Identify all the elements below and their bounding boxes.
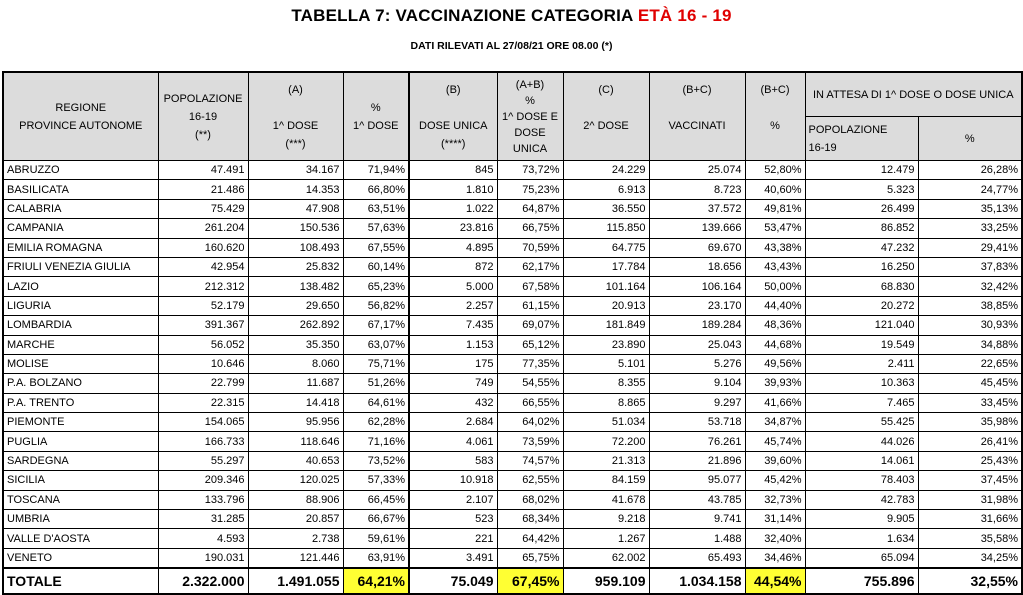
cell-dose-unica: 583 [409, 451, 497, 470]
cell-pct-vaccinati: 39,93% [745, 374, 805, 393]
cell-in-attesa-pop: 78.403 [805, 471, 918, 490]
cell-vaccinati: 53.718 [649, 413, 745, 432]
table-row [3, 316, 1022, 335]
cell-pct-vaccinati: 45,42% [745, 471, 805, 490]
cell-pct-prima-dose: 63,91% [343, 548, 409, 568]
cell-popolazione: 47.491 [158, 161, 248, 180]
cell-dose-unica: 175 [409, 354, 497, 373]
cell-dose-unica: 2.107 [409, 490, 497, 509]
cell-popolazione: 55.297 [158, 451, 248, 470]
cell-pct-prima-o-unica: 61,15% [497, 296, 563, 315]
cell-seconda-dose: 101.164 [563, 277, 649, 296]
cell-regione: VALLE D'AOSTA [3, 529, 158, 548]
cell-pct-prima-dose: 66,45% [343, 490, 409, 509]
cell-pct-prima-dose: 60,14% [343, 257, 409, 276]
cell-in-attesa-pct: 34,25% [918, 548, 1022, 568]
cell-vaccinati: 23.170 [649, 296, 745, 315]
cell-pct-vaccinati: 32,40% [745, 529, 805, 548]
cell-in-attesa-pct: 33,25% [918, 219, 1022, 238]
cell-pct-prima-dose: 64,61% [343, 393, 409, 412]
cell-regione: LOMBARDIA [3, 316, 158, 335]
cell-pct-prima-dose: 63,07% [343, 335, 409, 354]
cell-in-attesa-pop: 47.232 [805, 238, 918, 257]
cell-dose-unica: 1.022 [409, 199, 497, 218]
cell-seconda-dose: 72.200 [563, 432, 649, 451]
cell-vaccinati: 25.074 [649, 161, 745, 180]
total-pct-prima-o-unica: 67,45% [497, 568, 563, 594]
header-in-attesa-pct: % [918, 117, 1022, 161]
cell-regione: UMBRIA [3, 510, 158, 529]
header-pct-prima-o-unica: (A+B) % 1^ DOSE E DOSE UNICA [497, 72, 563, 161]
cell-popolazione: 42.954 [158, 257, 248, 276]
cell-prima-dose: 35.350 [248, 335, 343, 354]
cell-pct-vaccinati: 49,81% [745, 199, 805, 218]
header-seconda-dose: (C) 2^ DOSE [563, 72, 649, 161]
cell-seconda-dose: 6.913 [563, 180, 649, 199]
cell-pct-prima-o-unica: 62,55% [497, 471, 563, 490]
table-row [3, 277, 1022, 296]
cell-regione: ABRUZZO [3, 161, 158, 180]
cell-in-attesa-pct: 29,41% [918, 238, 1022, 257]
total-row [3, 568, 1022, 594]
cell-in-attesa-pop: 10.363 [805, 374, 918, 393]
cell-vaccinati: 21.896 [649, 451, 745, 470]
table-row [3, 335, 1022, 354]
cell-prima-dose: 25.832 [248, 257, 343, 276]
cell-pct-prima-dose: 63,51% [343, 199, 409, 218]
cell-vaccinati: 8.723 [649, 180, 745, 199]
cell-pct-vaccinati: 43,38% [745, 238, 805, 257]
cell-popolazione: 261.204 [158, 219, 248, 238]
cell-pct-vaccinati: 43,43% [745, 257, 805, 276]
cell-seconda-dose: 84.159 [563, 471, 649, 490]
cell-pct-vaccinati: 50,00% [745, 277, 805, 296]
total-pct-vaccinati: 44,54% [745, 568, 805, 594]
table-row [3, 529, 1022, 548]
cell-popolazione: 209.346 [158, 471, 248, 490]
header-in-attesa: IN ATTESA DI 1^ DOSE O DOSE UNICA [805, 72, 1022, 117]
cell-seconda-dose: 115.850 [563, 219, 649, 238]
cell-dose-unica: 432 [409, 393, 497, 412]
cell-pct-prima-o-unica: 74,57% [497, 451, 563, 470]
cell-popolazione: 75.429 [158, 199, 248, 218]
title-age-range: ETÀ 16 - 19 [637, 6, 732, 25]
cell-in-attesa-pop: 12.479 [805, 161, 918, 180]
cell-in-attesa-pct: 35,58% [918, 529, 1022, 548]
cell-in-attesa-pop: 2.411 [805, 354, 918, 373]
cell-vaccinati: 37.572 [649, 199, 745, 218]
cell-seconda-dose: 51.034 [563, 413, 649, 432]
cell-dose-unica: 4.061 [409, 432, 497, 451]
cell-in-attesa-pct: 26,28% [918, 161, 1022, 180]
cell-in-attesa-pct: 33,45% [918, 393, 1022, 412]
cell-pct-prima-o-unica: 69,07% [497, 316, 563, 335]
cell-regione: TOSCANA [3, 490, 158, 509]
cell-popolazione: 154.065 [158, 413, 248, 432]
cell-in-attesa-pop: 65.094 [805, 548, 918, 568]
cell-vaccinati: 139.666 [649, 219, 745, 238]
cell-vaccinati: 9.297 [649, 393, 745, 412]
cell-regione: SARDEGNA [3, 451, 158, 470]
cell-pct-prima-o-unica: 65,12% [497, 335, 563, 354]
table-row [3, 161, 1022, 180]
cell-prima-dose: 14.418 [248, 393, 343, 412]
cell-in-attesa-pct: 30,93% [918, 316, 1022, 335]
cell-popolazione: 391.367 [158, 316, 248, 335]
cell-prima-dose: 47.908 [248, 199, 343, 218]
cell-seconda-dose: 20.913 [563, 296, 649, 315]
cell-pct-vaccinati: 34,87% [745, 413, 805, 432]
cell-seconda-dose: 64.775 [563, 238, 649, 257]
cell-pct-prima-dose: 67,17% [343, 316, 409, 335]
cell-vaccinati: 9.741 [649, 510, 745, 529]
cell-pct-prima-dose: 67,55% [343, 238, 409, 257]
header-vaccinati: (B+C) VACCINATI [649, 72, 745, 161]
total-dose-unica: 75.049 [409, 568, 497, 594]
cell-in-attesa-pct: 25,43% [918, 451, 1022, 470]
table-title: TABELLA 7: VACCINAZIONE CATEGORIA ETÀ 16 - 19 [291, 6, 732, 25]
cell-in-attesa-pop: 7.465 [805, 393, 918, 412]
cell-seconda-dose: 1.267 [563, 529, 649, 548]
cell-in-attesa-pct: 26,41% [918, 432, 1022, 451]
cell-dose-unica: 2.684 [409, 413, 497, 432]
cell-prima-dose: 120.025 [248, 471, 343, 490]
cell-pct-prima-o-unica: 65,75% [497, 548, 563, 568]
cell-popolazione: 10.646 [158, 354, 248, 373]
cell-prima-dose: 11.687 [248, 374, 343, 393]
cell-prima-dose: 95.956 [248, 413, 343, 432]
table-row [3, 199, 1022, 218]
cell-pct-vaccinati: 49,56% [745, 354, 805, 373]
cell-in-attesa-pct: 22,65% [918, 354, 1022, 373]
table-row [3, 180, 1022, 199]
cell-dose-unica: 845 [409, 161, 497, 180]
cell-vaccinati: 106.164 [649, 277, 745, 296]
vaccination-table [2, 71, 1023, 595]
cell-pct-vaccinati: 44,40% [745, 296, 805, 315]
cell-seconda-dose: 36.550 [563, 199, 649, 218]
cell-pct-vaccinati: 31,14% [745, 510, 805, 529]
cell-in-attesa-pct: 45,45% [918, 374, 1022, 393]
cell-popolazione: 22.315 [158, 393, 248, 412]
cell-pct-prima-dose: 73,52% [343, 451, 409, 470]
cell-in-attesa-pct: 37,83% [918, 257, 1022, 276]
cell-popolazione: 56.052 [158, 335, 248, 354]
cell-vaccinati: 69.670 [649, 238, 745, 257]
cell-seconda-dose: 8.865 [563, 393, 649, 412]
cell-in-attesa-pop: 1.634 [805, 529, 918, 548]
cell-in-attesa-pop: 42.783 [805, 490, 918, 509]
cell-regione: CALABRIA [3, 199, 158, 218]
cell-in-attesa-pop: 16.250 [805, 257, 918, 276]
cell-in-attesa-pct: 37,45% [918, 471, 1022, 490]
cell-pct-vaccinati: 45,74% [745, 432, 805, 451]
cell-pct-prima-dose: 57,33% [343, 471, 409, 490]
cell-pct-prima-dose: 66,80% [343, 180, 409, 199]
cell-in-attesa-pop: 19.549 [805, 335, 918, 354]
cell-pct-prima-o-unica: 68,34% [497, 510, 563, 529]
cell-vaccinati: 95.077 [649, 471, 745, 490]
cell-dose-unica: 2.257 [409, 296, 497, 315]
cell-prima-dose: 40.653 [248, 451, 343, 470]
table-row [3, 219, 1022, 238]
cell-pct-prima-o-unica: 68,02% [497, 490, 563, 509]
cell-pct-prima-dose: 62,28% [343, 413, 409, 432]
cell-pct-vaccinati: 52,80% [745, 161, 805, 180]
cell-pct-prima-o-unica: 64,87% [497, 199, 563, 218]
cell-popolazione: 133.796 [158, 490, 248, 509]
total-seconda-dose: 959.109 [563, 568, 649, 594]
cell-pct-prima-dose: 65,23% [343, 277, 409, 296]
header-prima-dose: (A) 1^ DOSE (***) [248, 72, 343, 161]
header-popolazione: POPOLAZIONE 16-19 (**) [158, 72, 248, 161]
header-dose-unica: (B) DOSE UNICA (****) [409, 72, 497, 161]
cell-vaccinati: 1.488 [649, 529, 745, 548]
cell-vaccinati: 43.785 [649, 490, 745, 509]
cell-pct-vaccinati: 32,73% [745, 490, 805, 509]
cell-in-attesa-pct: 38,85% [918, 296, 1022, 315]
cell-dose-unica: 5.000 [409, 277, 497, 296]
cell-pct-vaccinati: 53,47% [745, 219, 805, 238]
cell-regione: PUGLIA [3, 432, 158, 451]
cell-seconda-dose: 5.101 [563, 354, 649, 373]
cell-vaccinati: 18.656 [649, 257, 745, 276]
cell-popolazione: 4.593 [158, 529, 248, 548]
cell-dose-unica: 221 [409, 529, 497, 548]
cell-in-attesa-pct: 34,88% [918, 335, 1022, 354]
cell-dose-unica: 749 [409, 374, 497, 393]
cell-seconda-dose: 17.784 [563, 257, 649, 276]
cell-regione: P.A. TRENTO [3, 393, 158, 412]
cell-pct-prima-o-unica: 73,72% [497, 161, 563, 180]
total-in-attesa-pct: 32,55% [918, 568, 1022, 594]
cell-in-attesa-pop: 121.040 [805, 316, 918, 335]
cell-regione: EMILIA ROMAGNA [3, 238, 158, 257]
cell-dose-unica: 10.918 [409, 471, 497, 490]
cell-seconda-dose: 23.890 [563, 335, 649, 354]
table-row [3, 490, 1022, 509]
cell-pct-prima-o-unica: 64,42% [497, 529, 563, 548]
table-row [3, 451, 1022, 470]
cell-seconda-dose: 41.678 [563, 490, 649, 509]
cell-pct-prima-o-unica: 64,02% [497, 413, 563, 432]
cell-popolazione: 166.733 [158, 432, 248, 451]
cell-pct-prima-dose: 75,71% [343, 354, 409, 373]
cell-prima-dose: 34.167 [248, 161, 343, 180]
total-label: TOTALE [3, 568, 158, 594]
cell-pct-prima-o-unica: 54,55% [497, 374, 563, 393]
table-body [3, 161, 1022, 595]
cell-in-attesa-pct: 32,42% [918, 277, 1022, 296]
cell-prima-dose: 20.857 [248, 510, 343, 529]
cell-seconda-dose: 21.313 [563, 451, 649, 470]
cell-prima-dose: 150.536 [248, 219, 343, 238]
table-row [3, 548, 1022, 568]
cell-regione: BASILICATA [3, 180, 158, 199]
total-in-attesa-pop: 755.896 [805, 568, 918, 594]
cell-in-attesa-pop: 26.499 [805, 199, 918, 218]
cell-pct-vaccinati: 34,46% [745, 548, 805, 568]
cell-popolazione: 212.312 [158, 277, 248, 296]
cell-prima-dose: 118.646 [248, 432, 343, 451]
cell-pct-prima-dose: 51,26% [343, 374, 409, 393]
header-pct-vaccinati: (B+C) % [745, 72, 805, 161]
cell-popolazione: 190.031 [158, 548, 248, 568]
cell-popolazione: 21.486 [158, 180, 248, 199]
cell-pct-prima-o-unica: 70,59% [497, 238, 563, 257]
cell-pct-vaccinati: 40,60% [745, 180, 805, 199]
cell-regione: CAMPANIA [3, 219, 158, 238]
cell-in-attesa-pct: 35,13% [918, 199, 1022, 218]
cell-regione: PIEMONTE [3, 413, 158, 432]
cell-prima-dose: 8.060 [248, 354, 343, 373]
cell-in-attesa-pop: 9.905 [805, 510, 918, 529]
table-row [3, 374, 1022, 393]
cell-popolazione: 22.799 [158, 374, 248, 393]
cell-pct-prima-dose: 71,94% [343, 161, 409, 180]
header-pct-prima-dose: % 1^ DOSE [343, 72, 409, 161]
cell-pct-prima-dose: 56,82% [343, 296, 409, 315]
cell-prima-dose: 14.353 [248, 180, 343, 199]
cell-regione: SICILIA [3, 471, 158, 490]
cell-regione: FRIULI VENEZIA GIULIA [3, 257, 158, 276]
cell-prima-dose: 108.493 [248, 238, 343, 257]
cell-pct-prima-dose: 66,67% [343, 510, 409, 529]
cell-in-attesa-pct: 31,98% [918, 490, 1022, 509]
table-row [3, 432, 1022, 451]
cell-in-attesa-pop: 5.323 [805, 180, 918, 199]
total-prima-dose: 1.491.055 [248, 568, 343, 594]
cell-regione: VENETO [3, 548, 158, 568]
cell-pct-prima-o-unica: 75,23% [497, 180, 563, 199]
cell-in-attesa-pop: 44.026 [805, 432, 918, 451]
cell-popolazione: 31.285 [158, 510, 248, 529]
data-date-note: DATI RILEVATI AL 27/08/21 ORE 08.00 (*) [410, 40, 613, 52]
cell-seconda-dose: 24.229 [563, 161, 649, 180]
cell-pct-prima-o-unica: 66,75% [497, 219, 563, 238]
cell-in-attesa-pop: 86.852 [805, 219, 918, 238]
cell-in-attesa-pct: 24,77% [918, 180, 1022, 199]
cell-prima-dose: 2.738 [248, 529, 343, 548]
cell-prima-dose: 88.906 [248, 490, 343, 509]
table-row [3, 471, 1022, 490]
cell-in-attesa-pop: 20.272 [805, 296, 918, 315]
cell-in-attesa-pct: 31,66% [918, 510, 1022, 529]
cell-dose-unica: 3.491 [409, 548, 497, 568]
cell-seconda-dose: 62.002 [563, 548, 649, 568]
table-row [3, 257, 1022, 276]
cell-in-attesa-pop: 68.830 [805, 277, 918, 296]
cell-popolazione: 160.620 [158, 238, 248, 257]
cell-dose-unica: 4.895 [409, 238, 497, 257]
cell-in-attesa-pop: 14.061 [805, 451, 918, 470]
cell-vaccinati: 5.276 [649, 354, 745, 373]
total-popolazione: 2.322.000 [158, 568, 248, 594]
cell-prima-dose: 262.892 [248, 316, 343, 335]
cell-pct-prima-o-unica: 67,58% [497, 277, 563, 296]
table-row [3, 510, 1022, 529]
cell-seconda-dose: 9.218 [563, 510, 649, 529]
header-in-attesa-popolazione: POPOLAZIONE 16-19 [805, 117, 918, 161]
table-row [3, 393, 1022, 412]
cell-pct-prima-o-unica: 66,55% [497, 393, 563, 412]
cell-pct-prima-dose: 71,16% [343, 432, 409, 451]
cell-prima-dose: 121.446 [248, 548, 343, 568]
cell-pct-prima-dose: 59,61% [343, 529, 409, 548]
cell-dose-unica: 7.435 [409, 316, 497, 335]
cell-dose-unica: 523 [409, 510, 497, 529]
cell-seconda-dose: 181.849 [563, 316, 649, 335]
cell-pct-prima-o-unica: 62,17% [497, 257, 563, 276]
table-row [3, 354, 1022, 373]
cell-vaccinati: 25.043 [649, 335, 745, 354]
header-regione: REGIONE PROVINCE AUTONOME [3, 72, 158, 161]
cell-vaccinati: 9.104 [649, 374, 745, 393]
cell-pct-vaccinati: 44,68% [745, 335, 805, 354]
cell-regione: MOLISE [3, 354, 158, 373]
cell-regione: LIGURIA [3, 296, 158, 315]
cell-prima-dose: 29.650 [248, 296, 343, 315]
cell-vaccinati: 189.284 [649, 316, 745, 335]
cell-pct-vaccinati: 48,36% [745, 316, 805, 335]
cell-regione: P.A. BOLZANO [3, 374, 158, 393]
cell-prima-dose: 138.482 [248, 277, 343, 296]
cell-dose-unica: 1.810 [409, 180, 497, 199]
cell-pct-prima-o-unica: 77,35% [497, 354, 563, 373]
cell-seconda-dose: 8.355 [563, 374, 649, 393]
cell-in-attesa-pop: 55.425 [805, 413, 918, 432]
cell-dose-unica: 872 [409, 257, 497, 276]
cell-pct-prima-o-unica: 73,59% [497, 432, 563, 451]
cell-regione: LAZIO [3, 277, 158, 296]
cell-popolazione: 52.179 [158, 296, 248, 315]
table-row [3, 413, 1022, 432]
cell-pct-vaccinati: 39,60% [745, 451, 805, 470]
table-row [3, 296, 1022, 315]
total-vaccinati: 1.034.158 [649, 568, 745, 594]
cell-vaccinati: 65.493 [649, 548, 745, 568]
cell-pct-vaccinati: 41,66% [745, 393, 805, 412]
cell-vaccinati: 76.261 [649, 432, 745, 451]
cell-dose-unica: 1.153 [409, 335, 497, 354]
cell-regione: MARCHE [3, 335, 158, 354]
cell-dose-unica: 23.816 [409, 219, 497, 238]
cell-in-attesa-pct: 35,98% [918, 413, 1022, 432]
cell-pct-prima-dose: 57,63% [343, 219, 409, 238]
table-row [3, 238, 1022, 257]
total-pct-prima-dose: 64,21% [343, 568, 409, 594]
